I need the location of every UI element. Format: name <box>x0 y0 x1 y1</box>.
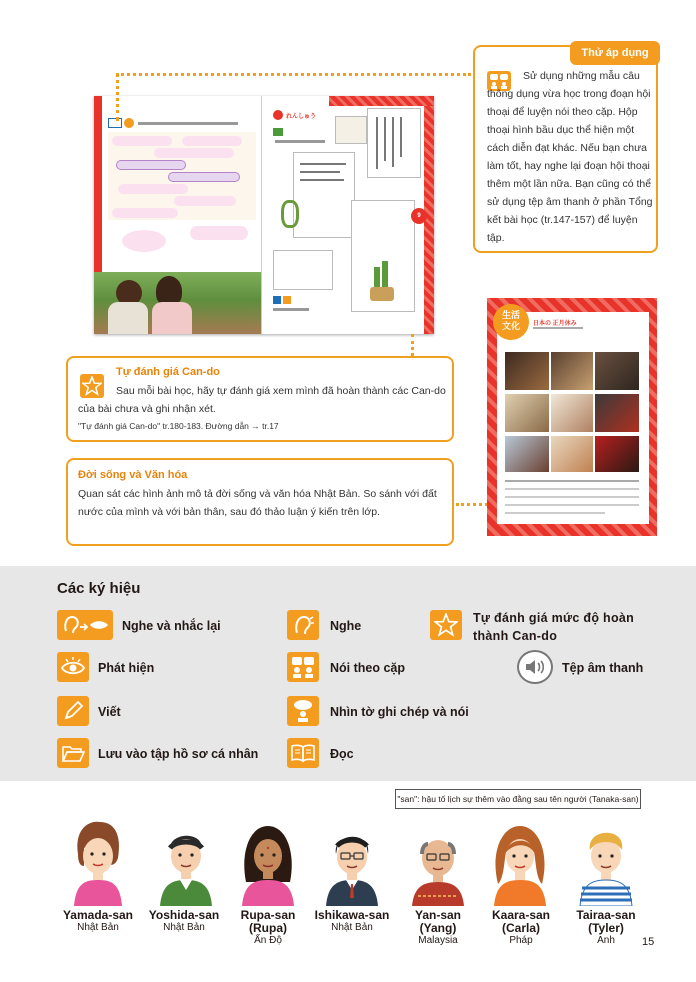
character-country: Nhật Bản <box>77 922 119 933</box>
culture-photo <box>551 394 593 432</box>
oval-bubble <box>122 230 166 252</box>
legend-discover: Phát hiện <box>98 661 155 675</box>
page-number: 15 <box>642 936 655 948</box>
pair-talk-icon <box>287 652 319 682</box>
cando-note: "Tự đánh giá Can-do" tr.180-183. Đường dẫn → tr.17 <box>78 421 279 431</box>
character-country: Anh <box>597 935 615 946</box>
character-country: Pháp <box>509 935 533 946</box>
culture-title: Đời sống và Văn hóa <box>78 469 188 481</box>
try-it-box <box>473 45 658 253</box>
new-year-card <box>293 152 355 238</box>
blue-icon <box>273 296 281 304</box>
character-carla <box>490 822 550 906</box>
book-icon <box>108 118 122 128</box>
audio-speaker-icon <box>517 650 553 684</box>
legend-read: Đọc <box>330 747 354 761</box>
legend-write: Viết <box>98 705 121 719</box>
legend-note-speak: Nhìn tờ ghi chép và nói <box>330 705 469 719</box>
character-name-alt: (Yang) <box>419 921 457 935</box>
legend-portfolio: Lưu vào tập hồ sơ cá nhân <box>98 747 259 761</box>
textbook-spread <box>94 96 434 334</box>
culture-text: Quan sát các hình ảnh mô tả đời sống và văn hóa Nhật Bản. So sánh với đất nước của mình và với bản thân, sau đó thảo luận ý kiến trên lớp. <box>78 488 437 518</box>
page-num-badge: 9 <box>411 208 427 224</box>
culture-photo <box>595 394 639 432</box>
pencil-icon <box>57 696 89 726</box>
note-speak-icon <box>287 696 319 726</box>
character-country: Malaysia <box>418 935 458 946</box>
dragon-illustration <box>281 200 299 228</box>
culture-photo <box>551 352 593 390</box>
legend-listen-repeat: Nghe và nhắc lại <box>122 619 221 633</box>
greeting-card <box>367 108 421 178</box>
culture-photo <box>595 352 639 390</box>
card-illustration <box>335 116 367 144</box>
character-name-alt: (Tyler) <box>588 921 624 935</box>
culture-box <box>66 458 454 546</box>
couple-photo <box>94 272 262 334</box>
discover-eye-icon <box>57 652 89 682</box>
try-it-tag: Thử áp dụng <box>570 41 660 65</box>
legend-title: Các ký hiệu <box>57 580 141 597</box>
character-name: Rupa-san <box>240 908 296 922</box>
orange-icon <box>283 296 291 304</box>
textbook-right-page <box>263 96 434 334</box>
san-note: "san": hậu tố lịch sự thêm vào đằng sau tên người (Tanaka-san) <box>395 789 641 809</box>
character-country: Nhật Bản <box>163 922 205 933</box>
listen-repeat-icon <box>57 610 113 640</box>
culture-photo <box>505 394 549 432</box>
listen-icon <box>287 610 319 640</box>
legend-self-eval: Tự đánh giá mức độ hoàn thành Can-do <box>473 611 635 643</box>
culture-photo <box>505 352 549 390</box>
culture-photo <box>595 436 639 472</box>
character-name: Yan-san <box>414 908 462 922</box>
legend-audio-file: Tệp âm thanh <box>562 661 644 675</box>
legend-panel <box>0 566 696 781</box>
character-name: Ishikawa-san <box>314 908 390 922</box>
culture-heading: 日本の 正月休み <box>533 321 577 327</box>
cando-title: Tự đánh giá Can-do <box>116 366 220 378</box>
legend-pair-talk: Nói theo cặp <box>330 661 406 675</box>
character-country: Ấn Độ <box>254 935 282 946</box>
character-name: Kaara-san <box>491 908 551 922</box>
book-read-icon <box>287 738 319 768</box>
culture-photo <box>551 436 593 472</box>
character-name-alt: (Rupa) <box>249 921 287 935</box>
culture-page <box>487 298 657 536</box>
character-rupa <box>238 822 298 906</box>
character-yamada <box>68 818 128 906</box>
section-label: れんしゅう <box>286 114 317 120</box>
textbook-left-page <box>94 96 262 334</box>
character-name: Tairaa-san <box>576 908 636 922</box>
character-yoshida <box>156 824 216 906</box>
character-ishikawa <box>322 824 382 906</box>
green-icon <box>273 128 283 136</box>
culture-badge: 生活 文化 <box>493 304 529 340</box>
folder-icon <box>57 738 89 768</box>
cando-text: Sau mỗi bài học, hãy tự đánh giá xem mình đã hoàn thành các Can-do của bài chưa và ghi nhận xét. <box>78 385 446 415</box>
try-it-text: Sử dụng những mẫu câu thông dụng vừa học trong đoạn hội thoại để luyện nói theo cặp. Hộp thoại hình bầu dục thể hiện một cách diễn đạt khác. Nếu bạn chưa làm tốt, hay nghe lại đoạn hội thoại thêm một lần nữa. Bạn cũng có thể sử dụng tệp âm thanh ở phần Tổng kết bài học (tr.147-157) để luyện tập. <box>487 70 653 244</box>
cando-box <box>66 356 454 442</box>
self-eval-star-icon <box>430 610 462 640</box>
legend-listen: Nghe <box>330 619 362 633</box>
character-name: Yamada-san <box>62 908 134 922</box>
practice-icon <box>273 110 283 120</box>
character-name-alt: (Carla) <box>501 921 540 935</box>
character-yan <box>408 830 468 906</box>
character-country: Nhật Bản <box>331 922 373 933</box>
character-name: Yoshida-san <box>148 908 220 922</box>
character-tyler <box>576 822 636 906</box>
culture-photo <box>505 436 549 472</box>
orange-dot-icon <box>124 118 134 128</box>
kadomatsu-card <box>351 200 415 312</box>
